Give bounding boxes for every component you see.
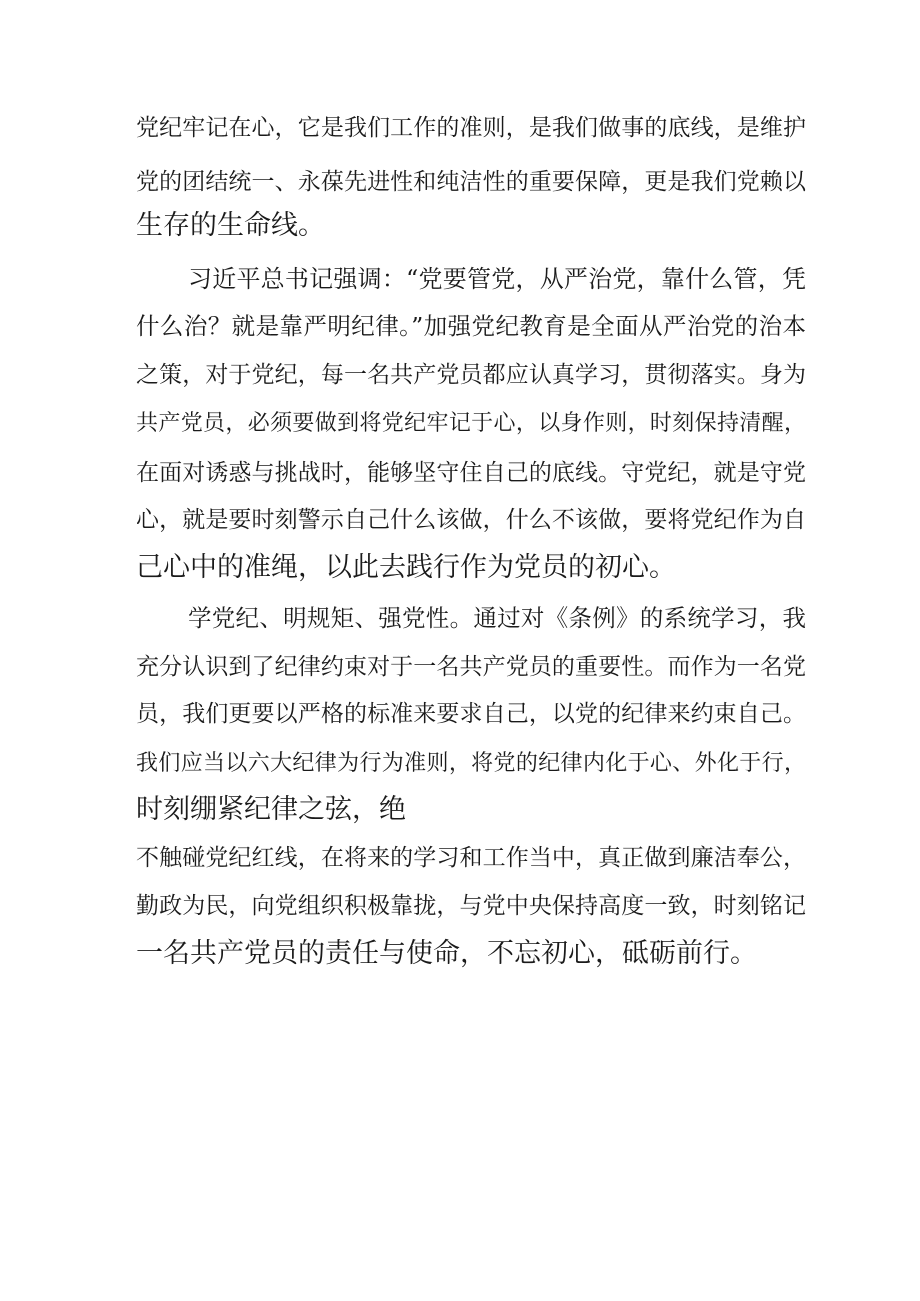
paragraph-1-line-1: 党纪牢记在心，它是我们工作的准则，是我们做事的底线，是维护 (136, 115, 806, 141)
paragraph-2-line-5: 在面对诱惑与挑战时，能够坚守住自己的底线。守党纪，就是守党 (136, 460, 806, 486)
paragraph-3-line-1: 学党纪、明规矩、强党性。通过对《条例》的系统学习，我 (188, 604, 806, 632)
paragraph-3-line-4: 我们应当以六大纪律为行为准则，将党的纪律内化于心、外化于行， (136, 751, 806, 776)
paragraph-1-line-2: 党的团结统一、永葆先进性和纯洁性的重要保障，更是我们党赖以 (136, 169, 806, 195)
paragraph-2-line-3: 之策，对于党纪，每一名共产党员都应认真学习，贯彻落实。身为 (136, 362, 806, 388)
paragraph-3-line-2: 充分认识到了纪律约束对于一名共产党员的重要性。而作为一名党 (136, 654, 806, 680)
paragraph-1-line-3: 生存的生命线。 (136, 210, 325, 241)
paragraph-4-line-3: 一名共产党员的责任与使命，不忘初心，砥砺前行。 (136, 938, 757, 969)
paragraph-2-line-6: 心，就是要时刻警示自己什么该做，什么不该做，要将党纪作为自 (136, 507, 806, 533)
paragraph-3-line-5: 时刻绷紧纪律之弦，绝 (136, 794, 406, 825)
paragraph-4-line-1: 不触碰党纪红线，在将来的学习和工作当中，真正做到廉洁奉公， (136, 845, 806, 871)
paragraph-3-line-3: 员，我们更要以严格的标准来要求自己，以党的纪律来约束自己。 (136, 701, 806, 727)
paragraph-2-line-1: 习近平总书记强调：“党要管党，从严治党，靠什么管，凭 (188, 265, 806, 293)
paragraph-2-line-7: 己心中的准绳，以此去践行作为党员的初心。 (136, 552, 676, 583)
paragraph-2-line-4: 共产党员，必须要做到将党纪牢记于心，以身作则，时刻保持清醒， (136, 411, 806, 436)
paragraph-4-line-2: 勤政为民，向党组织积极靠拢，与党中央保持高度一致，时刻铭记 (136, 893, 806, 919)
paragraph-2-line-2: 什么治？就是靠严明纪律。”加强党纪教育是全面从严治党的治本 (136, 312, 806, 340)
